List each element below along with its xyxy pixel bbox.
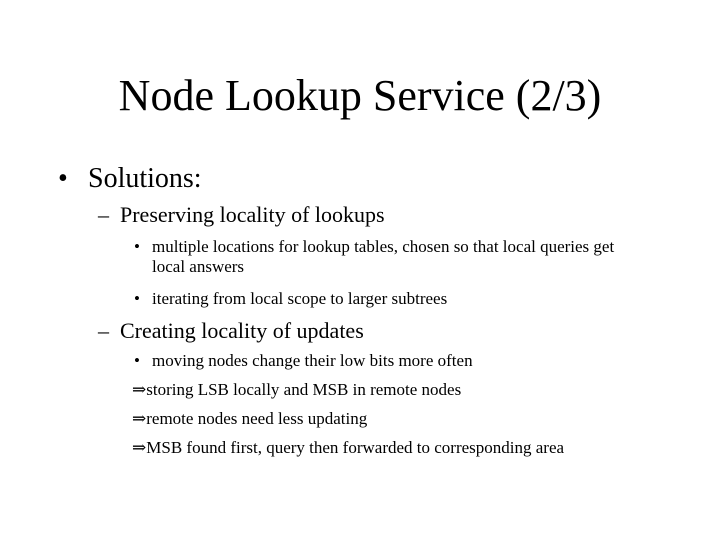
subheading-preserving-locality	[98, 202, 385, 228]
implication-line	[132, 438, 564, 458]
bullet-icon: •	[134, 237, 140, 256]
implies-arrow-icon: ⇒	[132, 409, 147, 428]
bullet-level3-item	[134, 289, 447, 309]
subheading-text: Creating locality of updates	[120, 318, 364, 343]
bullet-icon: •	[58, 163, 68, 194]
implication-text: MSB found first, query then forwarded to corresponding area	[146, 438, 565, 457]
slide-title: Node Lookup Service (2/3)	[118, 71, 602, 120]
bullet-icon: •	[134, 289, 140, 308]
subheading-text: Preserving locality of lookups	[120, 202, 385, 227]
implication-line	[132, 409, 367, 429]
bullet-text: Solutions:	[88, 163, 202, 194]
bullet-level3-item	[134, 237, 622, 277]
dash-icon: –	[98, 318, 109, 343]
bullet-level3-item	[134, 351, 473, 371]
subheading-creating-locality	[98, 318, 364, 344]
implication-text: storing LSB locally and MSB in remote nodes	[146, 380, 462, 399]
bullet-icon: •	[134, 351, 140, 370]
bullet-text: multiple locations for lookup tables, chosen so that local queries get local answers	[152, 237, 615, 276]
implication-line	[132, 380, 461, 400]
implies-arrow-icon: ⇒	[132, 380, 147, 399]
implies-arrow-icon: ⇒	[132, 438, 147, 457]
bullet-text: moving nodes change their low bits more often	[152, 351, 473, 370]
bullet-text: iterating from local scope to larger subtrees	[152, 289, 448, 308]
bullet-level1-solutions	[58, 163, 202, 195]
implication-text: remote nodes need less updating	[146, 409, 368, 428]
dash-icon: –	[98, 202, 109, 227]
